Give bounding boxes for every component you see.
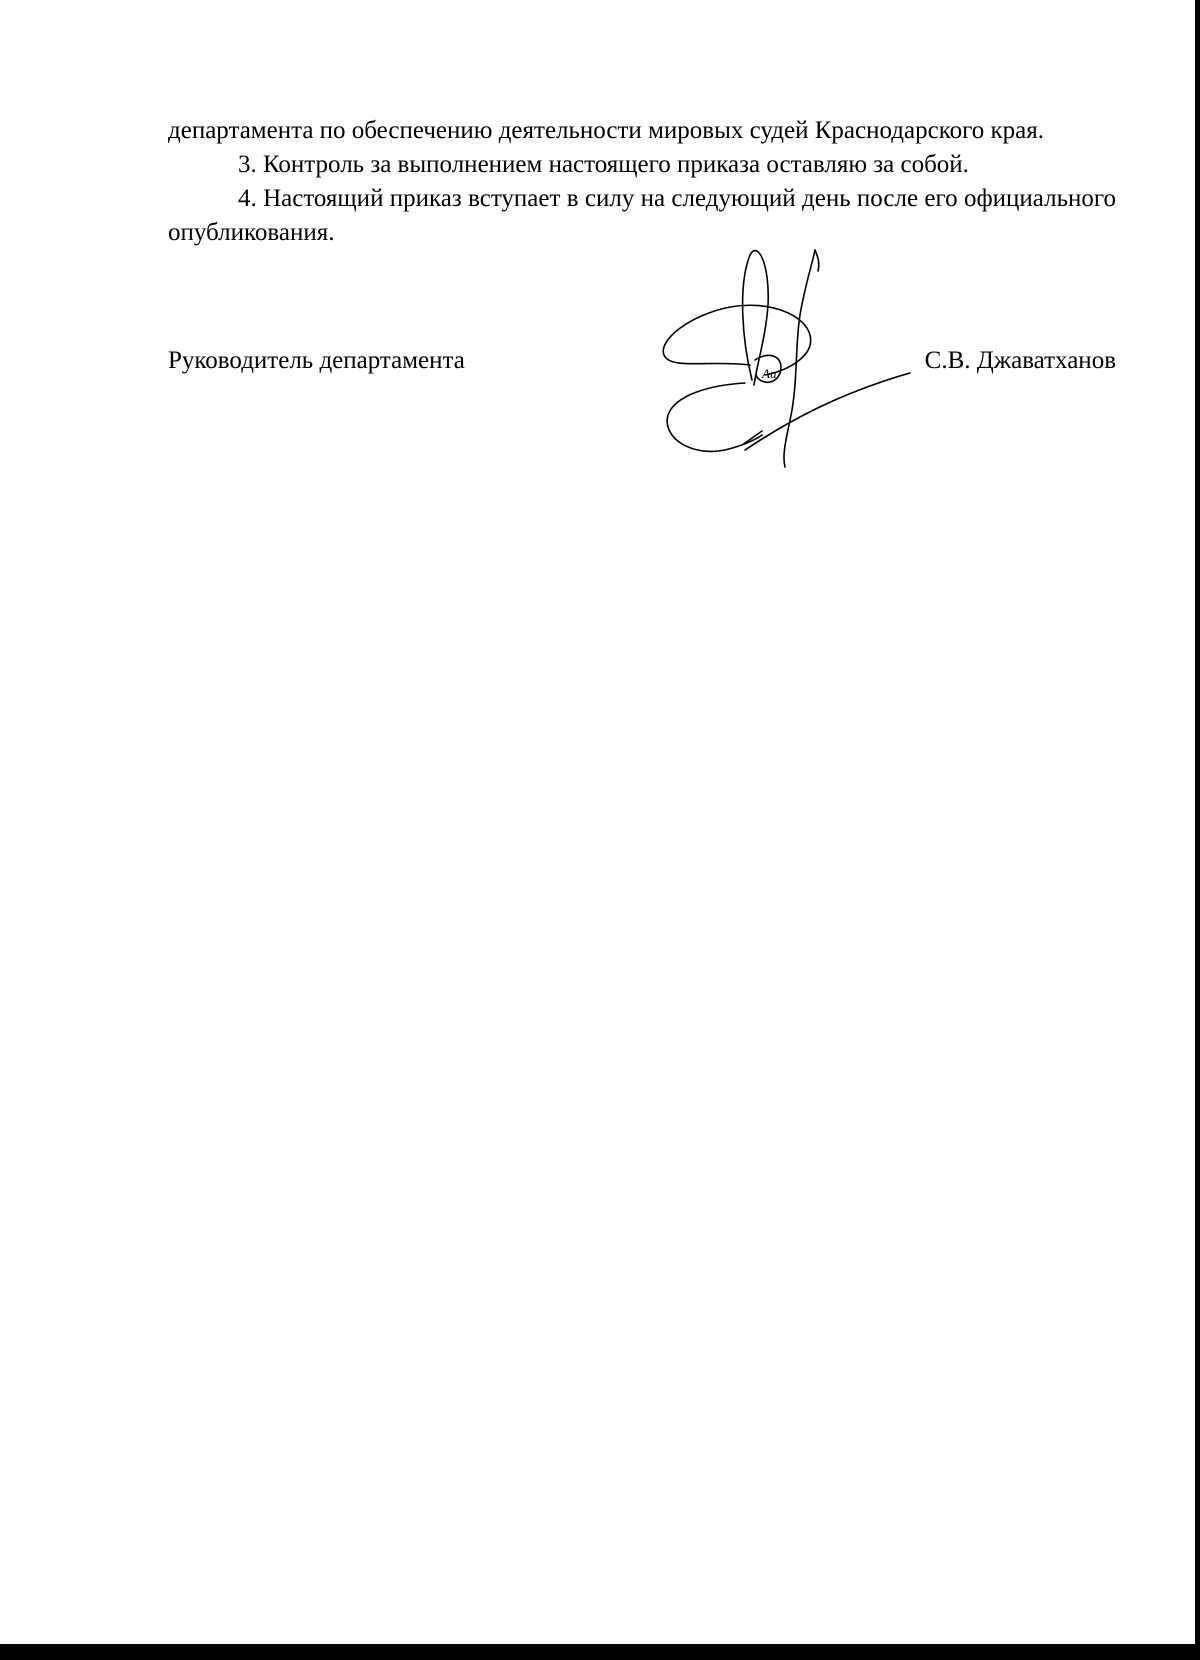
handwritten-signature <box>650 245 930 475</box>
signatory-title: Руководитель департамента <box>168 347 465 374</box>
signatory-name: С.В. Джаватханов <box>924 347 1116 374</box>
paragraph-4-effective-date: 4. Настоящий приказ вступает в силу на следующий день после его официального опубликования. <box>168 185 1116 246</box>
scan-bottom-edge <box>0 1644 1200 1660</box>
scan-right-edge <box>1195 0 1200 1655</box>
paragraph-continuation: департамента по обеспечению деятельности мировых судей Краснодарского края. <box>168 117 1044 144</box>
signature-mark-text: Au <box>762 366 777 381</box>
paragraph-3-control: 3. Контроль за выполнением настоящего приказа оставляю за собой. <box>238 151 969 178</box>
signature-block <box>168 344 1116 384</box>
document-body <box>168 114 1116 250</box>
